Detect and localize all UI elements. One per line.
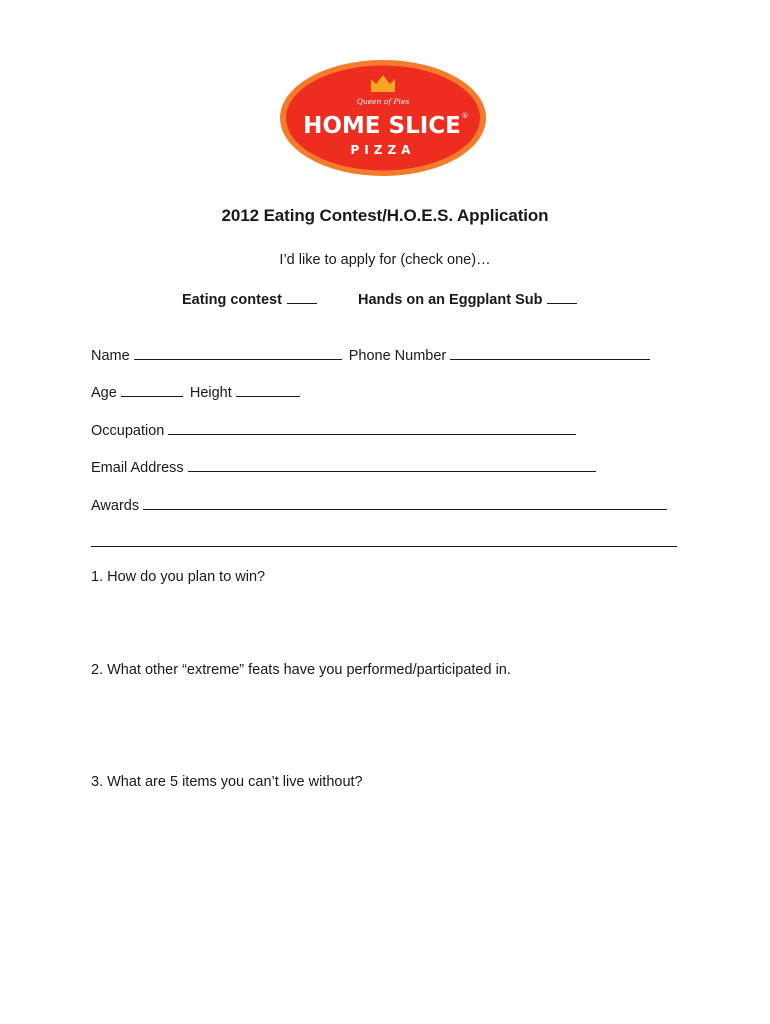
- email-field[interactable]: [188, 457, 596, 472]
- option-eating-contest[interactable]: [182, 289, 320, 308]
- age-height-row: [91, 382, 303, 401]
- question-2: 2. What other “extreme” feats have you performed/participated in.: [91, 662, 511, 678]
- option-label: Eating contest: [182, 292, 282, 308]
- question-3: 3. What are 5 items you can’t live without?: [91, 774, 363, 790]
- age-label: Age: [91, 385, 117, 401]
- occupation-row: [91, 420, 579, 439]
- email-row: [91, 457, 599, 476]
- instructions: I’d like to apply for (check one)…: [279, 252, 491, 268]
- height-label: Height: [189, 385, 232, 401]
- phone-label: Phone Number: [348, 348, 447, 364]
- registered-mark: ®: [461, 112, 469, 120]
- logo-tagline: Queen of Pies: [356, 97, 410, 106]
- name-field[interactable]: [134, 345, 342, 360]
- occupation-field[interactable]: [168, 420, 576, 435]
- logo-brand: HOME SLICE: [303, 113, 461, 139]
- name-label: Name: [91, 348, 130, 364]
- awards-row: [91, 495, 670, 514]
- occupation-label: Occupation: [91, 423, 165, 439]
- awards-label: Awards: [91, 498, 140, 514]
- awards-field[interactable]: [143, 495, 667, 510]
- check-blank[interactable]: [547, 289, 577, 304]
- awards-continuation-row: [91, 532, 680, 551]
- option-eggplant-sub[interactable]: [358, 289, 580, 308]
- question-1: 1. How do you plan to win?: [91, 569, 266, 585]
- phone-field[interactable]: [450, 345, 650, 360]
- page-title: 2012 Eating Contest/H.O.E.S. Application: [221, 206, 549, 225]
- name-phone-row: [91, 345, 653, 364]
- check-blank[interactable]: [287, 289, 317, 304]
- logo-subtitle: PIZZA: [350, 143, 416, 157]
- option-label: Hands on an Eggplant Sub: [358, 292, 543, 308]
- age-field[interactable]: [121, 382, 183, 397]
- email-label: Email Address: [91, 460, 184, 476]
- home-slice-pizza-logo: [278, 58, 488, 178]
- height-field[interactable]: [236, 382, 300, 397]
- awards-field-continued[interactable]: [91, 532, 677, 547]
